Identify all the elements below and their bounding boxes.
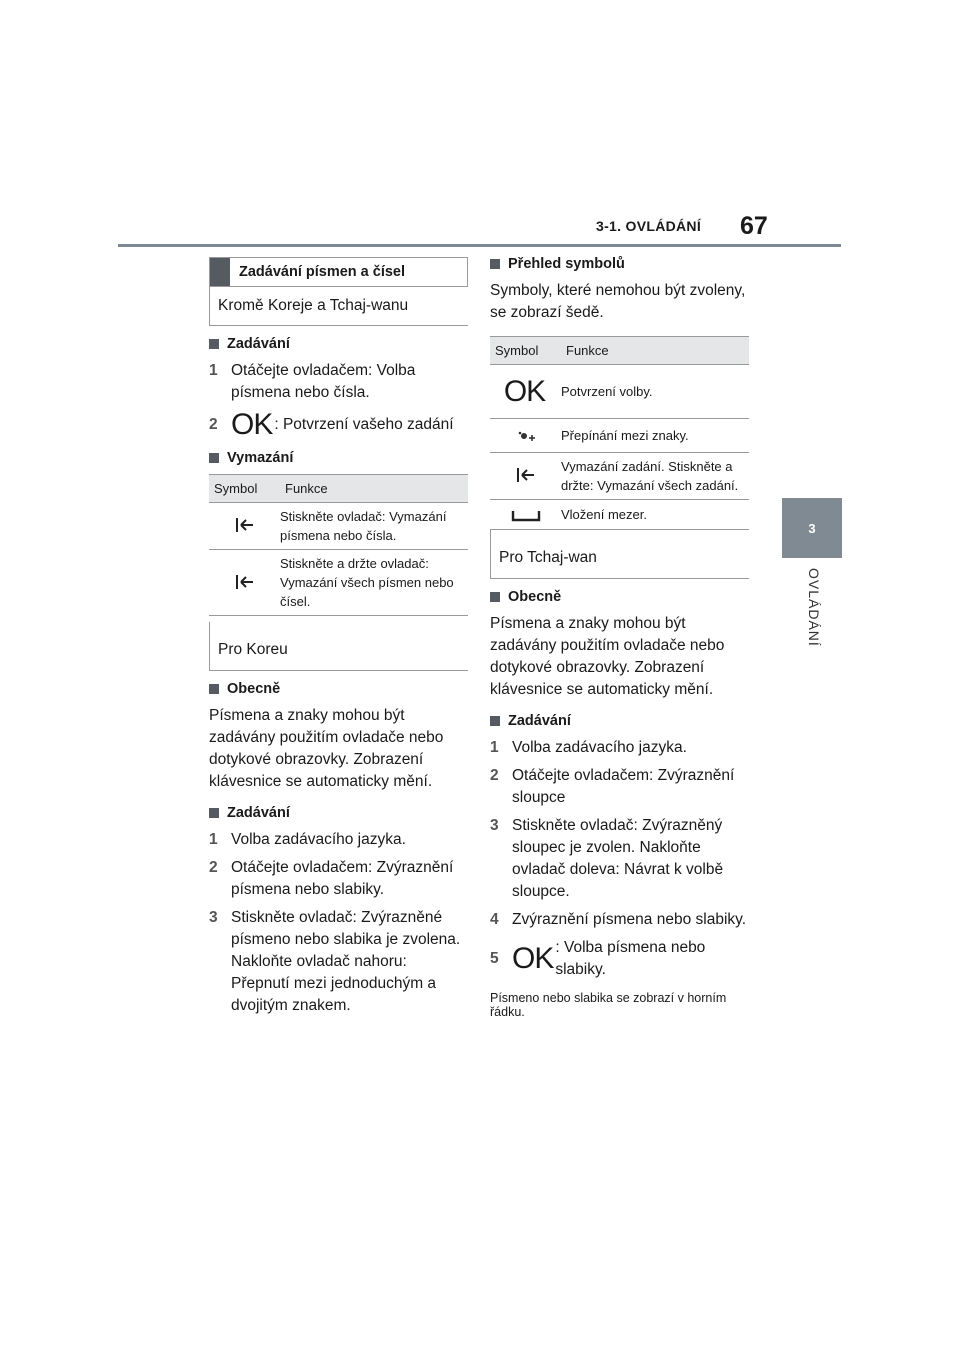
space-icon xyxy=(511,505,541,524)
section-heading: Vymazání xyxy=(209,450,468,466)
col-header-function: Funkce xyxy=(561,337,749,365)
step-item: 3 Stiskněte ovladač: Zvýrazněné písmeno nebo slabika je zvolena. Nakloňte ovladač nahoru: Přepnutí mezi jednoduchým a dvojitým znakem. xyxy=(209,909,461,1014)
step-item-ok: 2 OK : Potvrzení vašeho zadání xyxy=(209,408,454,441)
delete-icon xyxy=(516,466,536,486)
step-item: 4 Zvýraznění písmena nebo slabiky. xyxy=(490,911,747,928)
region-heading: Kromě Koreje a Tchaj-wanu xyxy=(209,287,468,326)
table-row: Vložení mezer. xyxy=(490,500,749,530)
note-text: Písmeno nebo slabika se zobrazí v horním řádku. xyxy=(490,991,727,1019)
square-bullet-icon xyxy=(209,339,219,349)
section-heading: Obecně xyxy=(490,589,749,605)
symbol-table xyxy=(209,474,468,616)
table-row: Přepínání mezi znaky. xyxy=(490,419,749,453)
col-header-symbol: Symbol xyxy=(209,475,280,503)
section-heading: Obecně xyxy=(209,681,468,697)
step-item: 1 Volba zadávacího jazyka. xyxy=(490,739,687,756)
paragraph: Písmena a znaky mohou být zadávány použitím ovladače nebo dotykové obrazovky. Zobrazení klávesnice se automaticky mění. xyxy=(490,615,725,698)
step-item: 2 Otáčejte ovladačem: Zvýraznění sloupce xyxy=(490,767,735,806)
ok-icon: OK xyxy=(231,408,273,441)
col-header-function: Funkce xyxy=(280,475,468,503)
step-item: 1 Volba zadávacího jazyka. xyxy=(209,831,406,848)
square-bullet-icon xyxy=(209,453,219,463)
square-bullet-icon xyxy=(209,808,219,818)
section-heading: Zadávání xyxy=(490,713,749,729)
chapter-tab xyxy=(782,498,842,558)
switch-chars-icon xyxy=(516,426,536,445)
ok-icon: OK xyxy=(503,374,546,408)
chapter-number: 3 xyxy=(808,520,816,536)
paragraph: Symboly, které nemohou být zvoleny, se zobrazí šedě. xyxy=(490,282,746,321)
step-item: 3 Stiskněte ovladač: Zvýrazněný sloupec je zvolen. Nakloňte ovladač doleva: Návrat k volbě sloupce. xyxy=(490,817,724,900)
table-row: Stiskněte ovladač: Vymazání písmena nebo čísla. xyxy=(209,503,468,550)
page-number: 67 xyxy=(740,212,768,240)
box-heading xyxy=(209,257,468,287)
box-heading-bar xyxy=(210,258,230,286)
symbol-table xyxy=(490,336,749,530)
table-row: Stiskněte a držte ovladač: Vymazání všech písmen nebo čísel. xyxy=(209,550,468,616)
left-column xyxy=(209,257,468,1023)
region-heading: Pro Tchaj-wan xyxy=(490,530,749,579)
square-bullet-icon xyxy=(490,716,500,726)
delete-icon xyxy=(235,516,255,536)
delete-icon xyxy=(235,573,255,593)
region-heading: Pro Koreu xyxy=(209,622,468,671)
box-heading-text: Zadávání písmen a čísel xyxy=(239,264,406,280)
paragraph: Písmena a znaky mohou být zadávány použitím ovladače nebo dotykové obrazovky. Zobrazení klávesnice se automaticky mění. xyxy=(209,707,444,790)
table-row: Vymazání zadání. Stiskněte a držte: Vymazání všech zadání. xyxy=(490,453,749,500)
square-bullet-icon xyxy=(490,259,500,269)
right-column xyxy=(490,254,749,1019)
step-item: 1 Otáčejte ovladačem: Volba písmena nebo čísla. xyxy=(209,362,416,401)
section-heading: Zadávání xyxy=(209,336,468,352)
step-item: 2 Otáčejte ovladačem: Zvýraznění písmena nebo slabiky. xyxy=(209,859,454,898)
chapter-label: OVLÁDÁNÍ xyxy=(806,568,822,647)
step-item-ok: 5 OK : Volba písmena nebo slabiky. xyxy=(490,939,706,978)
section-title: 3-1. OVLÁDÁNÍ xyxy=(596,218,702,234)
col-header-symbol: Symbol xyxy=(490,337,561,365)
table-row: OK Potvrzení volby. xyxy=(490,365,749,419)
ok-icon: OK xyxy=(512,942,554,975)
square-bullet-icon xyxy=(490,592,500,602)
section-heading: Zadávání xyxy=(209,805,468,821)
section-heading: Přehled symbolů xyxy=(490,256,749,272)
square-bullet-icon xyxy=(209,684,219,694)
header-rule xyxy=(118,244,841,247)
